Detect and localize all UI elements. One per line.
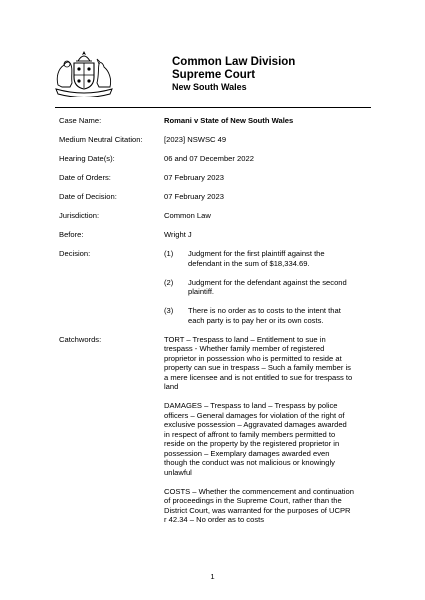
state-title: New South Wales (172, 82, 247, 92)
jurisdiction-value: Common Law (164, 211, 211, 220)
decision-orders (164, 249, 354, 335)
case-name-label: Case Name: (59, 116, 102, 125)
court-title: Supreme Court (172, 68, 256, 81)
court-header (172, 56, 295, 93)
decision-order (164, 278, 354, 297)
catchwords-text (164, 335, 354, 535)
citation-label: Medium Neutral Citation: (59, 135, 143, 144)
decision-date-label: Date of Decision: (59, 192, 117, 201)
orders-date-value: 07 February 2023 (164, 173, 224, 182)
order-number: (2) (164, 277, 174, 287)
case-metadata (59, 116, 379, 534)
before-row (59, 230, 379, 249)
order-number: (3) (164, 306, 174, 315)
decision-row (59, 249, 379, 335)
order-number: (1) (164, 249, 174, 258)
catchwords-paragraph: COSTS – Whether the commencement and continuation of proceedings in the Supreme Court, rather than the District Court, was warranted for the purposes of UCPR r 42.34 – No order as to costs (164, 486, 354, 524)
decision-order (164, 249, 354, 268)
order-text: Judgment for the first plaintiff against the defendant in the sum of $18,334.69. (188, 249, 325, 268)
hearing-date-value: 06 and 07 December 2022 (164, 154, 254, 163)
catchwords-paragraph: DAMAGES – Trespass to land – Trespass by police officers – General damages for violation of the right of exclusive possession – Aggravated damages awarded in respect of affront to family members permitted to reside on the property by the registered proprietor in possession – Exemplary damages awarded even though the conduct was not malicious or knowingly unlawful (164, 401, 347, 477)
header-divider (55, 107, 371, 108)
order-text: Judgment for the defendant against the second plaintiff. (188, 277, 347, 296)
case-name-row (59, 116, 379, 135)
before-value: Wright J (164, 230, 192, 239)
citation-row (59, 135, 379, 154)
catchwords-row (59, 335, 379, 535)
decision-date-value: 07 February 2023 (164, 192, 224, 201)
decision-label: Decision: (59, 249, 91, 258)
order-text: There is no order as to costs to the intent that each party is to pay her or its own costs. (188, 306, 341, 325)
decision-date-row (59, 192, 379, 211)
catchwords-paragraph: TORT – Trespass to land – Entitlement to sue in trespass - Whether family member of registered proprietor in possession who is permitted to reside at property can sue in trespass – Such a family member is a mere licensee and is not entitled to sue for trespass to land (164, 334, 353, 391)
catchwords-label: Catchwords: (59, 334, 102, 344)
division-title: Common Law Division (172, 56, 296, 68)
coat-of-arms-icon (52, 49, 116, 97)
orders-date-row (59, 173, 379, 192)
decision-order (164, 306, 354, 325)
citation-value: [2023] NSWSC 49 (164, 135, 227, 144)
hearing-date-row (59, 154, 379, 173)
orders-date-label: Date of Orders: (59, 173, 111, 182)
jurisdiction-label: Jurisdiction: (59, 211, 100, 220)
jurisdiction-row (59, 211, 379, 230)
case-name-value: Romani v State of New South Wales (164, 116, 294, 125)
hearing-date-label: Hearing Date(s): (59, 154, 115, 163)
page-number: 1 (210, 572, 215, 581)
before-label: Before: (59, 230, 84, 239)
